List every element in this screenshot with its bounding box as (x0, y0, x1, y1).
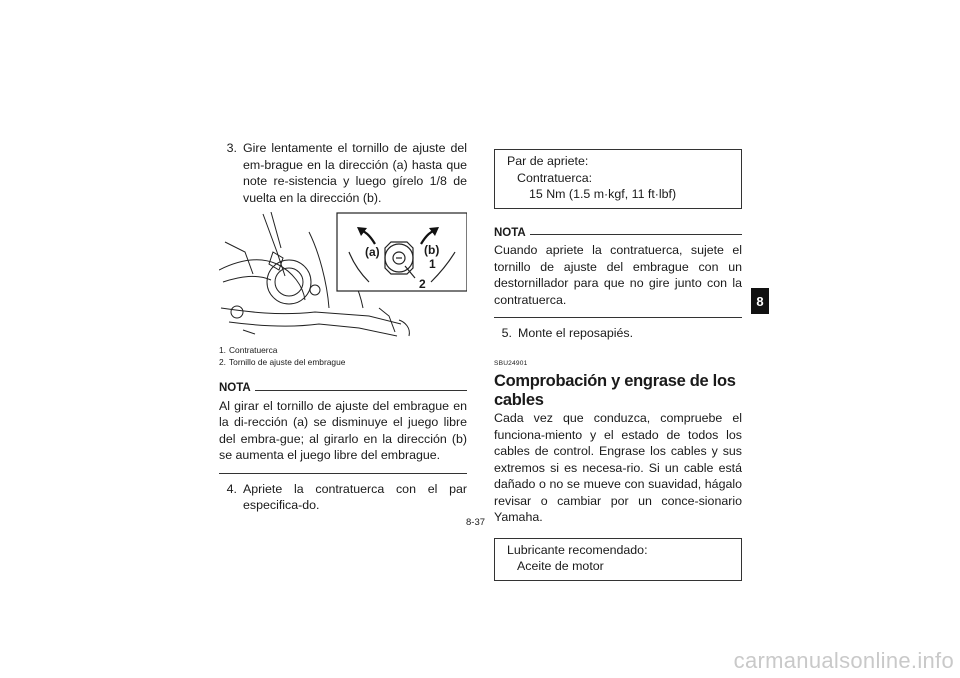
section-heading: Comprobación y engrase de los cables (494, 372, 736, 409)
torque-title: Par de apriete: (507, 154, 589, 168)
callout-1: 1 (429, 257, 436, 271)
torque-item: Contratuerca: (517, 170, 593, 185)
page-number: 8-37 (466, 517, 486, 528)
section-paragraph: Cada vez que conduzca, compruebe el funciona-miento y el estado de todos los cables de control. Engrase los cables y sus extremos si es necesa-rio. Si un cable está dañado o no se mueve con suavidad, hágalo revisar o cambiar por un conce-sionario Yamaha. (494, 411, 742, 524)
step-number: 3. (226, 141, 237, 155)
label-b: (b) (424, 243, 440, 257)
step-3 (219, 140, 467, 206)
caption-item: 2. Tornillo de ajuste del embrague (219, 357, 346, 367)
nota-title: NOTA (494, 226, 526, 239)
step-number: 5. (501, 326, 512, 340)
nota-end-rule (494, 317, 742, 318)
lubricant-value: Aceite de motor (517, 559, 604, 573)
nota-rule (255, 390, 467, 391)
torque-spec-box (494, 149, 742, 209)
nota-end-rule (219, 473, 467, 474)
step-text: Gire lentamente el tornillo de ajuste del em-brague en la dirección (a) hasta que note re-sistencia y luego gírelo 1/8 de vuelta en la dirección (b). (243, 141, 467, 205)
step-text: Monte el reposapiés. (518, 326, 634, 340)
label-a: (a) (365, 245, 380, 259)
step-text: Apriete la contratuerca con el par especifica-do. (243, 481, 467, 512)
nota-title: NOTA (219, 382, 251, 394)
step-5 (494, 325, 742, 342)
caption-item: 1. Contratuerca (219, 345, 278, 355)
right-column (494, 140, 742, 581)
step-4 (219, 481, 467, 514)
chapter-tab: 8 (751, 288, 769, 314)
nota-block (219, 380, 467, 474)
nota-text: Al girar el tornillo de ajuste del embrague en la di-rección (a) se disminuye el juego libre del embra-gue; al girarlo en la dirección (b) se aumenta el juego libre del embrague. (219, 398, 467, 462)
figure-captions (219, 344, 467, 368)
lubricant-box (494, 538, 742, 581)
watermark: carmanualsonline.info (733, 648, 954, 673)
engine-illustration (219, 212, 467, 340)
nota-rule (530, 234, 742, 235)
nota-block (494, 225, 742, 319)
step-number: 4. (226, 481, 237, 496)
lubricant-title: Lubricante recomendado: (507, 542, 648, 557)
torque-value: 15 Nm (1.5 m·kgf, 11 ft·lbf) (529, 187, 677, 201)
clutch-adjust-figure (219, 212, 467, 340)
nota-text: Cuando apriete la contratuerca, sujete el tornillo de ajuste del embrague con un destornillador para que no gire junto con la contratuerca. (494, 243, 742, 307)
left-column (219, 140, 467, 514)
section-code: SBU24901 (494, 359, 528, 367)
callout-2: 2 (419, 277, 426, 291)
